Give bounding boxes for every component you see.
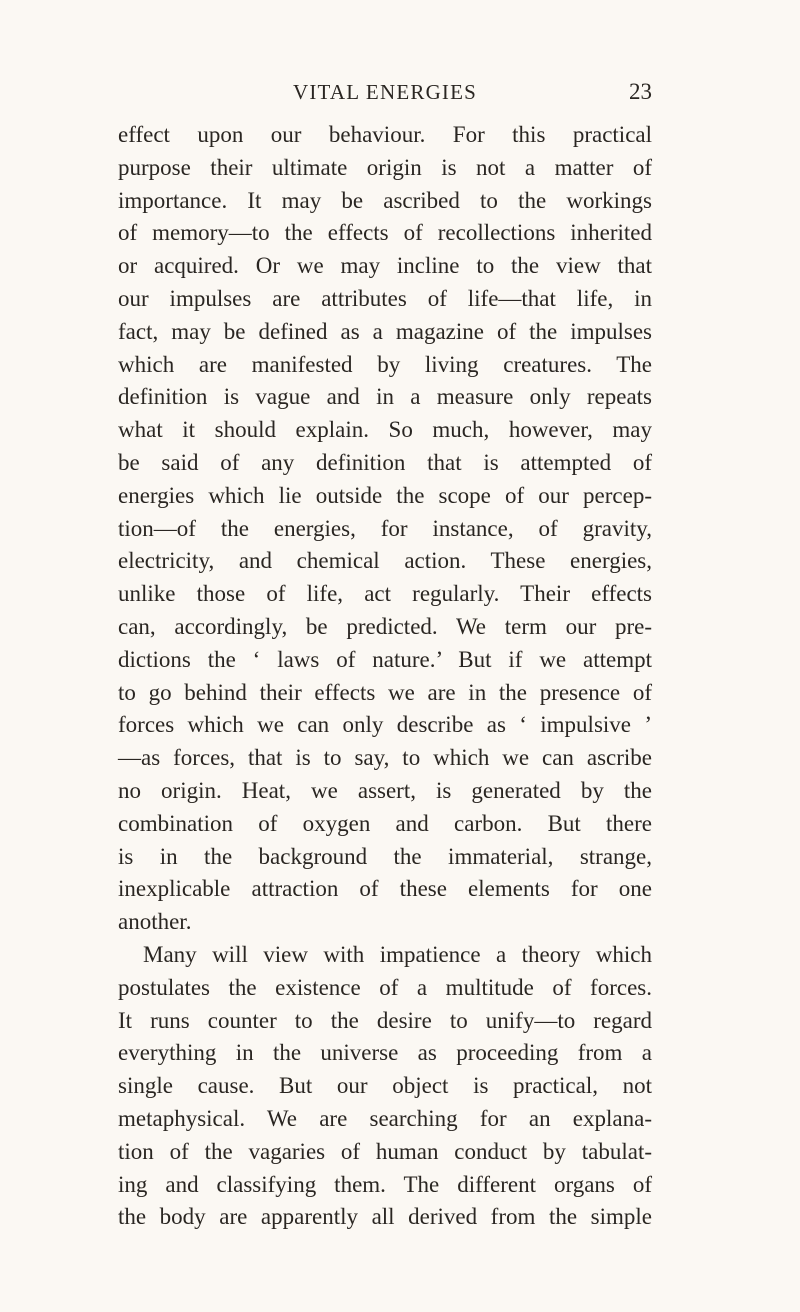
text-line: the body are apparently all derived from the simple <box>118 1204 652 1230</box>
text-line: tion—of the energies, for instance, of gravity, <box>118 515 652 541</box>
text-line: inexplicable attraction of these elements for one <box>118 876 652 902</box>
running-head: VITAL ENERGIES <box>292 80 478 104</box>
text-line: effect upon our behaviour. For this practical <box>118 122 652 147</box>
text-line: energies which lie outside the scope of our percep- <box>118 482 652 508</box>
text-line: single cause. But our object is practical, not <box>118 1073 652 1099</box>
paragraph-start-line: Many will view with impatience a theory which <box>143 941 652 967</box>
text-line: be said of any definition that is attempted of <box>118 449 652 475</box>
text-line: fact, may be defined as a magazine of the impulses <box>118 318 652 344</box>
text-line: importance. It may be ascribed to the workings <box>118 187 652 213</box>
text-line: ing and classifying them. The different organs of <box>118 1171 652 1197</box>
text-line: purpose their ultimate origin is not a matter of <box>118 154 652 180</box>
page-number: 23 <box>629 79 652 104</box>
text-line: postulates the existence of a multitude of forces. <box>118 974 652 1000</box>
paragraph-end-line: another. <box>118 909 192 935</box>
text-line: our impulses are attributes of life—that life, in <box>118 285 652 311</box>
text-line: forces which we can only describe as ‘ impulsive ’ <box>118 712 652 738</box>
text-line: definition is vague and in a measure only repeats <box>118 384 652 410</box>
text-line: which are manifested by living creatures. The <box>118 351 652 377</box>
text-line: to go behind their effects we are in the presence of <box>118 679 652 705</box>
text-line: or acquired. Or we may incline to the view that <box>118 253 652 279</box>
text-line: combination of oxygen and carbon. But there <box>118 810 652 836</box>
text-line: metaphysical. We are searching for an explana- <box>118 1105 652 1131</box>
text-line: can, accordingly, be predicted. We term our pre- <box>118 613 652 639</box>
body-text <box>118 119 652 1234</box>
text-line: everything in the universe as proceeding from a <box>118 1040 652 1066</box>
text-line: is in the background the immaterial, strange, <box>118 843 652 869</box>
text-line: electricity, and chemical action. These energies, <box>118 548 652 574</box>
text-line: what it should explain. So much, however, may <box>118 417 652 443</box>
text-line: It runs counter to the desire to unify—to regard <box>118 1007 652 1033</box>
text-line: tion of the vagaries of human conduct by tabulat- <box>118 1138 652 1164</box>
text-line: unlike those of life, act regularly. Their effects <box>118 581 652 607</box>
text-line: —as forces, that is to say, to which we can ascribe <box>118 745 652 771</box>
text-line: dictions the ‘ laws of nature.’ But if we attempt <box>118 646 652 672</box>
text-line: no origin. Heat, we assert, is generated by the <box>118 777 652 803</box>
page-header <box>118 74 652 110</box>
text-line: of memory—to the effects of recollections inherited <box>118 220 652 246</box>
